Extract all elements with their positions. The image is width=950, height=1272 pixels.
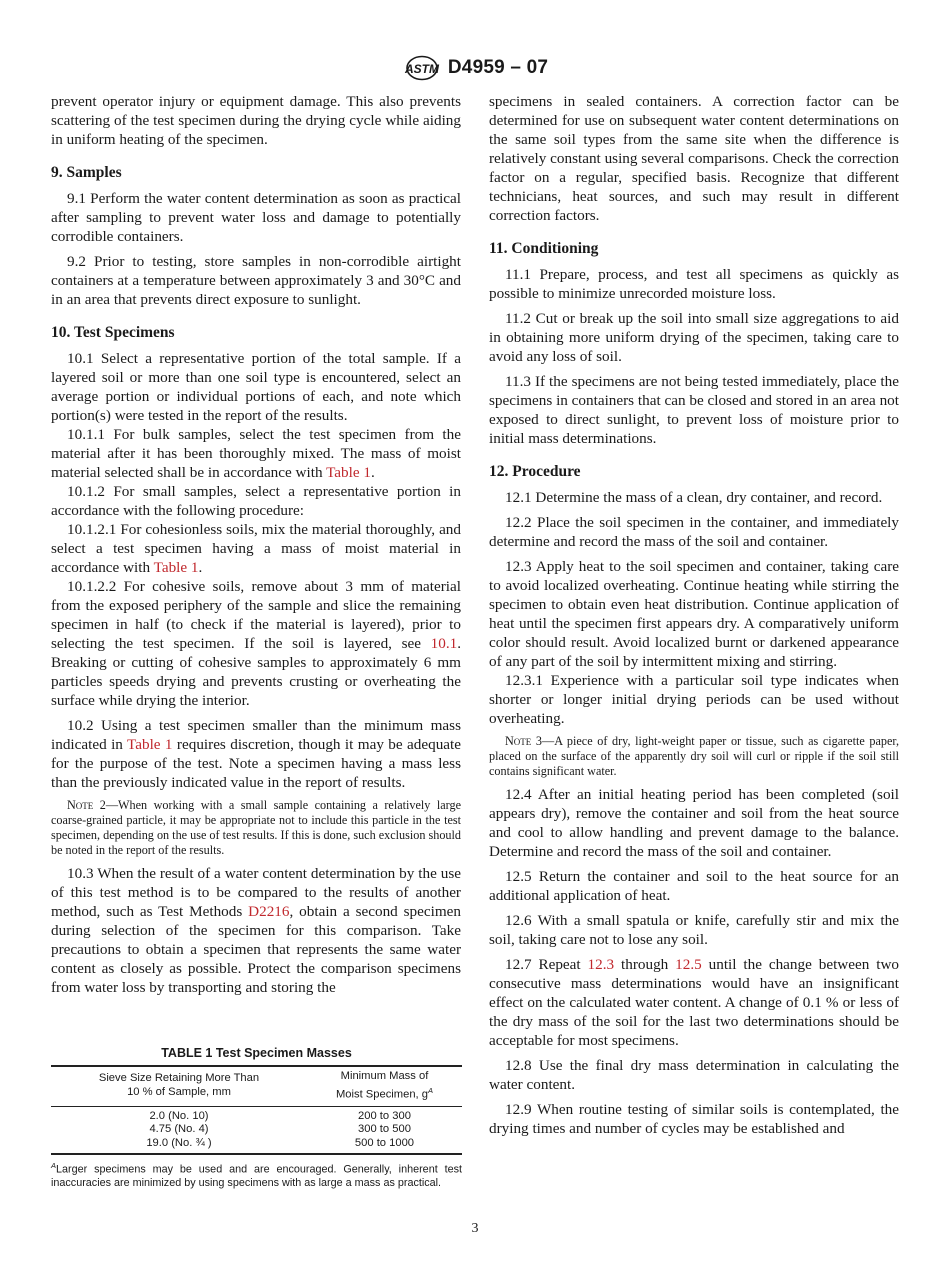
page-header [0, 55, 950, 81]
svg-text:ASTM: ASTM [404, 62, 439, 76]
paragraph-10-1-2-2: 10.1.2.2 For cohesive soils, remove about 3 mm of material from the exposed periphery of the sample and slice the remaining specimen in half (to check if the material is layered), prior to selecting the test specimen. If the soil is layered, see 10.1. Breaking or cutting of cohesive samples to approximately 6 mm particles speeds drying and prevents crusting or overheating the surface while drying the interior. [51, 578, 461, 709]
paragraph-12-2: 12.2 Place the soil specimen in the container, and immediately determine and record the mass of the soil and container. [489, 514, 899, 550]
table-1-link[interactable]: Table 1 [127, 736, 173, 753]
table-cell: 500 to 1000 [354, 1136, 415, 1149]
table-cell: 300 to 500 [358, 1123, 411, 1136]
table-row [51, 1106, 462, 1123]
paragraph-12-5: 12.5 Return the container and soil to the heat source for an additional application of heat. [489, 868, 899, 904]
paragraph-12-3-1: 12.3.1 Experience with a particular soil type indicates when shorter or longer initial drying periods can be used without overheating. [489, 672, 899, 727]
table-title: TABLE 1 Test Specimen Masses [161, 1046, 352, 1060]
right-column [489, 92, 899, 1144]
paragraph-12-3: 12.3 Apply heat to the soil specimen and container, taking care to avoid localized overheating. Continue heating while stirring the specimen to obtain even heat distribution. Continue application of heat until the specimen first appears dry. A comparatively uniform color should result. Avoid localized burnt or darkened appearance of any part of the soil by intermittent mixing and stirring. [489, 558, 899, 670]
note-3: Note 3—A piece of dry, light-weight paper or tissue, such as cigarette paper, placed on the surface of the apparently dry soil will curl or ripple if the soil still contains significant water. [489, 734, 899, 778]
astm-logo-icon [402, 55, 442, 81]
paragraph-12-6: 12.6 With a small spatula or knife, carefully stir and mix the soil, taking care not to lose any soil. [489, 912, 899, 948]
table-cell: 2.0 (No. 10) [149, 1109, 209, 1122]
table-footnote: $^A$Larger specimens may be used and are encouraged. Generally, inherent test inaccuracies are minimized by using specimens with as large a mass as practical. [51, 1161, 462, 1190]
paragraph-9-1: 9.1 Perform the water content determination as soon as practical after sampling to prevent water loss and damage to potentially corrodible containers. [51, 190, 461, 245]
section-heading-procedure: 12. Procedure [489, 463, 581, 480]
section-heading-samples: 9. Samples [51, 164, 122, 181]
continued-paragraph: specimens in sealed containers. A correction factor can be determined for use on subsequent water content determinations on the same soil types from the same site when the difference is relatively constant using several comparisons. Check the correction factor on a regular, specified basis. Recognize that different technicians, heat sources, and such may result in different correction factors. [489, 93, 899, 224]
table-cell: 19.0 (No. ¾ ) [146, 1136, 212, 1149]
paragraph-12-1: 12.1 Determine the mass of a clean, dry container, and record. [505, 489, 883, 506]
section-12-5-link[interactable]: 12.5 [675, 956, 702, 973]
paragraph-12-9: 12.9 When routine testing of similar soils is contemplated, the drying times and number of cycles may be established and [489, 1101, 899, 1137]
section-heading-test-specimens: 10. Test Specimens [51, 324, 175, 341]
paragraph-11-2: 11.2 Cut or break up the soil into small size aggregations to aid in obtaining more uniform drying of the specimen, taking care to avoid any loss of soil. [489, 310, 899, 365]
section-10-1-link[interactable]: 10.1 [430, 635, 458, 652]
paragraph-11-1: 11.1 Prepare, process, and test all specimens as quickly as possible to minimize unrecorded moisture loss. [489, 266, 899, 302]
specimen-mass-table [51, 1065, 462, 1155]
table-cell: 4.75 (No. 4) [149, 1123, 209, 1136]
table-row [51, 1137, 462, 1155]
paragraph-12-7: 12.7 Repeat 12.3 through 12.5 until the change between two consecutive mass determinations would have an insignificant effect on the calculated water content. A change of 0.1 % or less of the dry mass of the soil for the last two determinations should be acceptable for most specimens. [489, 956, 900, 1049]
table-1-link[interactable]: Table 1 [153, 559, 199, 576]
note-2: Note 2—When working with a small sample containing a relatively large coarse-grained particle, it may be appropriate not to include this particle in the test specimen, depending on the use of test results. If this is done, such exclusion should be noted in the report of the results. [51, 798, 461, 857]
table-1 [51, 1046, 462, 1191]
paragraph-9-2: 9.2 Prior to testing, store samples in non-corrodible airtight containers at a temperature between approximately 3 and 30°C and in an area that prevents direct exposure to sunlight. [51, 253, 461, 308]
paragraph-10-1-2: 10.1.2 For small samples, select a representative portion in accordance with the following procedure: [51, 483, 461, 519]
paragraph-12-8: 12.8 Use the final dry mass determination in calculating the water content. [489, 1057, 899, 1093]
table-cell: 200 to 300 [358, 1109, 411, 1122]
paragraph-12-4: 12.4 After an initial heating period has been completed (soil appears dry), remove the container and soil from the heat source and cool to allow handling and prevent damage to the balance. Determine and record the mass of the soil and container. [489, 786, 899, 860]
continued-paragraph: prevent operator injury or equipment damage. This also prevents scattering of the test specimen during the drying cycle while aiding in uniform heating of the specimen. [51, 93, 461, 148]
column-header-minimum-mass: Minimum Mass of Moist Specimen, $g^A$ [335, 1070, 433, 1101]
d2216-link[interactable]: D2216 [248, 903, 290, 920]
document-id: D4959 – 07 [447, 57, 549, 78]
table-1-link[interactable]: Table 1 [326, 464, 371, 481]
paragraph-10-2: 10.2 Using a test specimen smaller than the minimum mass indicated in Table 1 requires discretion, though it may be adequate for the purpose of the test. Note a specimen having a mass less than the previously indicated value in the report of results. [51, 717, 462, 791]
table-row [51, 1123, 462, 1137]
page-number: 3 [471, 1221, 479, 1236]
paragraph-10-1-2-1: 10.1.2.1 For cohesionless soils, mix the material thoroughly, and select a test specimen having a mass of moist material in accordance with Table 1. [51, 521, 461, 576]
paragraph-10-3: 10.3 When the result of a water content determination by the use of this test method is to be compared to the results of another method, such as Test Methods D2216, obtain a second specimen during selection of the specimen for this comparison. Take precautions to obtain a specimen that represents the same water content as closely as possible. Protect the comparison specimens from water loss by transporting and storing the [51, 865, 461, 996]
column-header-sieve-size: Sieve Size Retaining More Than 10 % of Sample, mm [98, 1072, 260, 1098]
section-heading-conditioning: 11. Conditioning [489, 240, 599, 257]
table-header-row [51, 1066, 462, 1106]
paragraph-10-1: 10.1 Select a representative portion of the total sample. If a layered soil or more than one soil type is encountered, select an average portion or individual portions of each, and note which portion(s) were tested in the report of the results. [51, 350, 461, 424]
left-column [51, 92, 461, 1003]
section-12-3-link[interactable]: 12.3 [587, 956, 615, 973]
paragraph-10-1-1: 10.1.1 For bulk samples, select the test specimen from the material after it has been thoroughly mixed. The mass of moist material selected shall be in accordance with Table 1. [51, 426, 461, 481]
paragraph-11-3: 11.3 If the specimens are not being tested immediately, place the specimens in containers that can be closed and stored in an area not exposed to direct sunlight, to prevent loss of moisture prior to initial mass determinations. [489, 373, 899, 447]
